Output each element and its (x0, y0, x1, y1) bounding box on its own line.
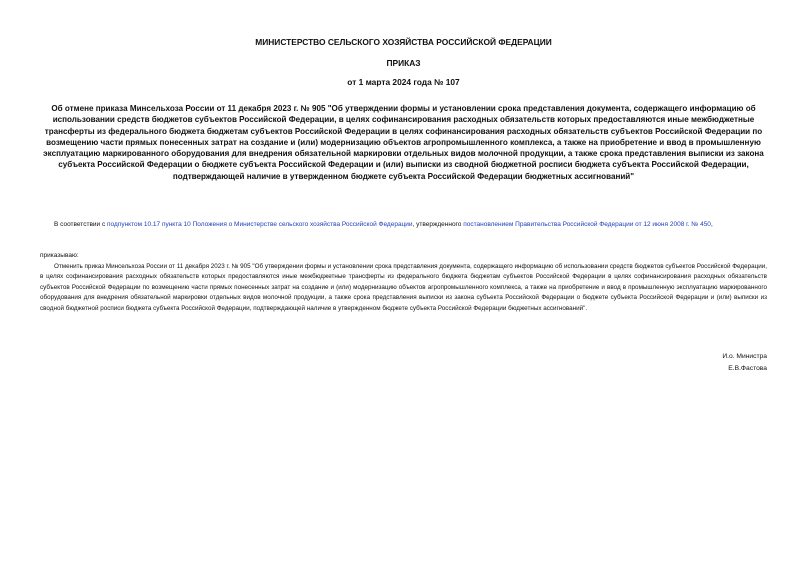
document-type: ПРИКАЗ (386, 58, 421, 68)
link-regulation-clause[interactable]: подпунктом 10.17 пункта 10 Положения о Министерстве сельского хозяйства Российской Федерации (107, 221, 413, 228)
link-government-resolution[interactable]: постановлением Правительства Российской Федерации от 12 июня 2008 г. № 450 (463, 221, 711, 228)
legal-basis-paragraph (40, 220, 768, 231)
signatory-role: И.о. Министра (722, 353, 767, 360)
operative-paragraph: Отменить приказ Минсельхоза России от 11 декабря 2023 г. № 905 "Об утверждении формы и установлении срока представления документа, содержащего информацию об использовании средств бюджетов субъектов Российской Федерации, в целях софинансирования расходных обязательств которых предоставляются иные межбюджетные трансферты из федерального бюджета бюджетам субъектов Российской Федерации в целях софинансирования расходных обязательств субъектов Российской Федерации по возмещению части прямых понесенных затрат на создание и (или) модернизацию объектов агропромышленного комплекса, а также на приобретение и ввод в промышленную эксплуатацию маркированного оборудования для внедрения обязательной маркировки отдельных видов молочной продукции, а также срока представления выписки из закона субъекта Российской Федерации о бюджете субъекта Российской Федерации и (или) выписки из сводной бюджетной росписи бюджета субъекта Российской Федерации, подтверждающей наличие в утвержденном бюджете субъекта Российской Федерации бюджетных ассигнований". (40, 263, 767, 312)
order-date-number: от 1 марта 2024 года № 107 (347, 77, 460, 87)
decree-word: приказываю: (40, 252, 79, 259)
ministry-name: МИНИСТЕРСТВО СЕЛЬСКОГО ХОЗЯЙСТВА РОССИЙСКОЙ ФЕДЕРАЦИИ (255, 37, 552, 47)
basis-suffix: , (710, 221, 713, 228)
signatory-name: Е.В.Фастова (728, 365, 767, 372)
document-title: Об отмене приказа Минсельхоза России от 11 декабря 2023 г. № 905 "Об утверждении формы и установлении срока представления документа, содержащего информацию об использовании средств бюджетов субъектов Российской Федерации, в целях софинансирования расходных обязательств которых предоставляются иные межбюджетные трансферты из федерального бюджета бюджетам субъектов Российской Федерации в целях софинансирования расходных обязательств субъектов Российской Федерации по возмещению части прямых понесенных затрат на создание и (или) модернизацию объектов агропромышленного комплекса, а также на приобретение и ввод в промышленную эксплуатацию маркированного оборудования для внедрения обязательной маркировки отдельных видов молочной продукции, а также срока представления выписки из закона субъекта Российской Федерации о бюджете субъекта Российской Федерации и (или) выписки из сводной бюджетной росписи бюджета субъекта Российской Федерации, подтверждающей наличие в утвержденном бюджете субъекта Российской Федерации бюджетных ассигнований" (43, 104, 764, 181)
basis-middle: , утвержденного (412, 221, 464, 228)
basis-prefix: В соответствии с (54, 221, 108, 228)
